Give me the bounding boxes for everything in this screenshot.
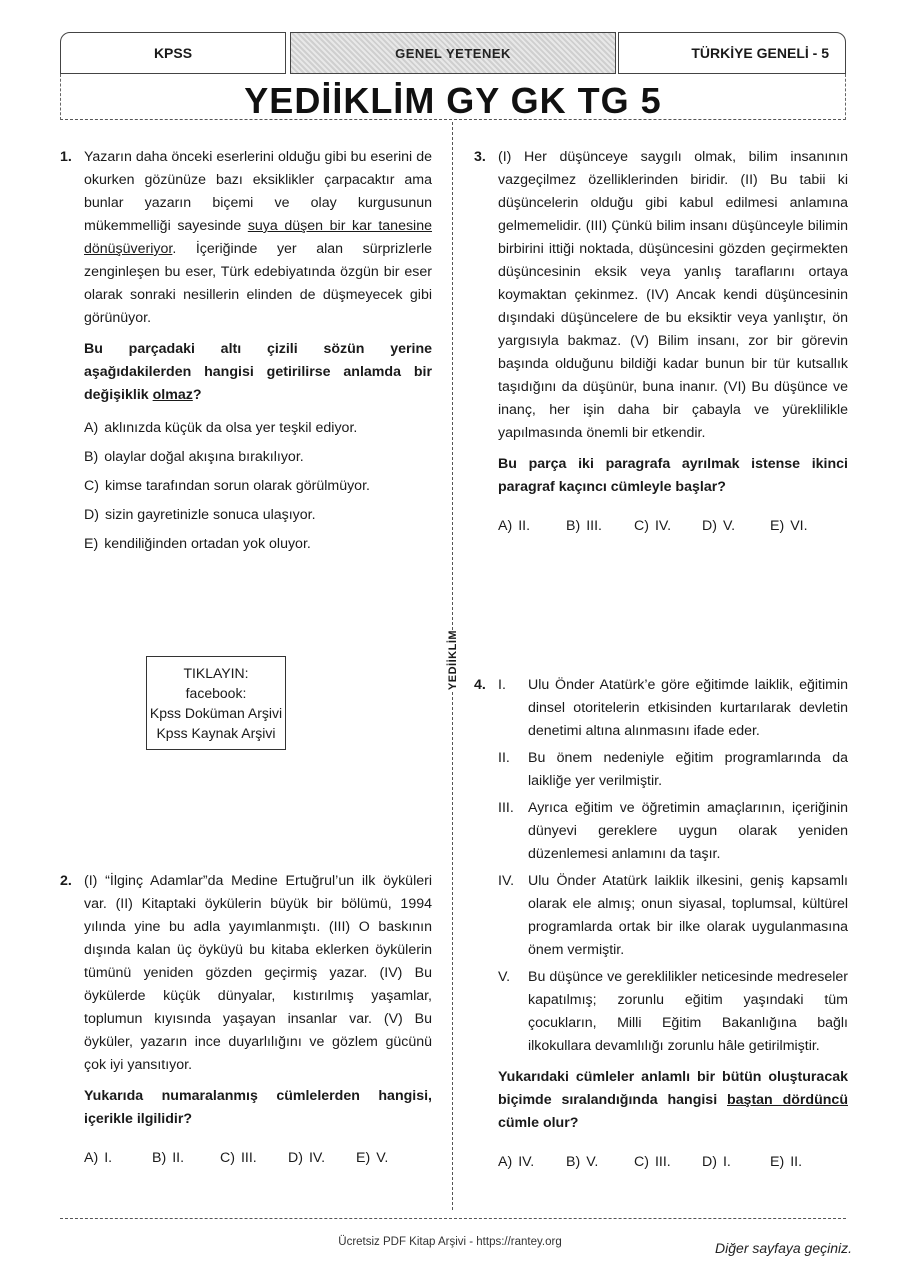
option-e[interactable]: E) VI. <box>770 518 808 534</box>
question-stem: Yazarın daha önceki eserlerini olduğu gibi bu eserini de okurken gözünüze bazı eksiklikler çarpacaktır ama bunlar yazarın biçemi ve olay kurgusunun mükemmelliği sayesinde suya düşen bir kar tanesine dönüşüveriyor. İçeriğinde yer alan sürprizlerle zenginleşen bu eser, Türk edebiyatında özgün bir eser olarak sonraki nesillerin elinden de düşmeyecek gibi görünüyor. <box>84 149 432 326</box>
question-prompt: Yukarıda numaralanmış cümlelerden hangisi, içerikle ilgilidir? <box>84 1088 432 1127</box>
numbered-sentence: II. Bu önem nedeniyle eğitim programlarında da laikliğe yer verilmiştir. <box>498 750 848 789</box>
option-b[interactable]: B) olaylar doğal akışına bırakılıyor. <box>84 449 304 465</box>
option-c[interactable]: C) IV. <box>634 518 672 534</box>
header-edition-label: TÜRKİYE GENELİ - 5 <box>618 32 846 74</box>
question-number: 3. <box>474 149 486 165</box>
numbered-sentence: I. Ulu Önder Atatürk’e göre eğitimde laiklik, eğitimin dinsel otoritelerin etkisinden kurtarılarak devletin denetimi altına alınmasını ifade eder. <box>498 677 848 739</box>
promo-line: Kpss Doküman Arşivi <box>149 705 283 721</box>
option-b[interactable]: B) V. <box>566 1154 599 1170</box>
question-stem: (I) Her düşünceye saygılı olmak, bilim insanının vazgeçilmez özelliklerinden biridir. (II) Bu tabii ki düşüncelerin olduğu gibi kabul edilmesi anlamına gelmemelidir. (III) Çünkü bilim insanı düşünceyle bilimin birbirini ittiği noktada, düşüncesini gözden geçirmekten düşüncesinin eksik veya yanlış taraflarını ortaya koymaktan çekinmez. (IV) Ancak kendi düşüncesinin dışındaki düşüncelere de bu eksiktir veya yanlıştır, ön yargısıyla bakmaz. (V) Bilim insanı, zor bir görevin başında olduğunu bildiği kadar bunun bir tür kutsallık taşıdığını da düşünür, buna inanır. (VI) Bu düşünce ve inanç, her işin daha bir çabayla ve yüreklilikle yapılmasında önemli bir etkendir. <box>498 149 848 441</box>
question-number: 4. <box>474 677 486 693</box>
promo-box <box>146 656 286 750</box>
footer-divider <box>60 1218 846 1219</box>
option-c[interactable]: C) III. <box>634 1154 671 1170</box>
header-section-label: GENEL YETENEK <box>290 32 616 74</box>
footer-source-note: Ücretsiz PDF Kitap Arşivi - https://rantey.org <box>338 1236 562 1248</box>
header-exam-label: KPSS <box>60 32 286 74</box>
option-d[interactable]: D) IV. <box>288 1150 326 1166</box>
option-d[interactable]: D) sizin gayretinizle sonuca ulaşıyor. <box>84 507 316 523</box>
option-d[interactable]: D) I. <box>702 1154 731 1170</box>
option-a[interactable]: A) IV. <box>498 1154 535 1170</box>
option-e[interactable]: E) II. <box>770 1154 803 1170</box>
question-4 <box>474 674 848 1174</box>
option-d[interactable]: D) V. <box>702 518 736 534</box>
option-c[interactable]: C) III. <box>220 1150 257 1166</box>
option-b[interactable]: B) II. <box>152 1150 185 1166</box>
question-prompt: Bu parçadaki altı çizili sözün yerine aşağıdakilerden hangisi getirilirse anlamda bir değişiklik olmaz? <box>84 341 432 403</box>
answer-options <box>84 417 432 556</box>
answer-options <box>84 1147 432 1170</box>
option-c[interactable]: C) kimse tarafından sorun olarak görülmüyor. <box>84 478 370 494</box>
question-prompt: Yukarıdaki cümleler anlamlı bir bütün oluşturacak biçimde sıralandığında hangisi baştan dördüncü cümle olur? <box>498 1069 848 1131</box>
underlined-phrase: suya düşen bir kar tanesine dönüşüveriyor <box>84 218 432 257</box>
option-e[interactable]: E) kendiliğinden ortadan yok oluyor. <box>84 536 311 552</box>
numbered-sentence: III. Ayrıca eğitim ve öğretimin amaçlarının, içeriğinin dünyevi gereklere uygun olarak yeniden düzenlemesi anlamını da taşır. <box>498 800 848 862</box>
option-a[interactable]: A) II. <box>498 518 531 534</box>
answer-options <box>498 1151 848 1174</box>
question-number: 1. <box>60 149 72 165</box>
side-brand-label: YEDİİKLİM <box>443 630 463 690</box>
promo-line: Kpss Kaynak Arşivi <box>156 725 276 741</box>
question-1 <box>60 146 432 562</box>
question-2 <box>60 870 432 1170</box>
option-a[interactable]: A) I. <box>84 1150 113 1166</box>
numbered-sentence: V. Bu düşünce ve gereklilikler neticesinde medreseler kapatılmış; zorunlu eğitim yaşındaki tüm çocukların, Milli Eğitim Bakanlığına bağlı ilkokullara devamlılığı zorunlu hâle getirilmiştir. <box>498 969 848 1054</box>
promo-line: facebook: <box>185 685 247 701</box>
footer-next-page-note: Diğer sayfaya geçiniz. <box>715 1240 852 1256</box>
question-stem: (I) “İlginç Adamlar”da Medine Ertuğrul’un ilk öyküleri var. (II) Kitaptaki öykülerin büyük bir bölümü, 1994 yılında yine bu adla yayımlanmıştı. (III) O baskının dışında kalan üç öyküyü bu kitaba eklerken öykülerin tümünü yeniden gözden geçirmiş yazar. (IV) Bu öykülerde küçük dünyalar, kıstırılmış yaşamlar, toplumun kıyısında yaşayan insanlar var. (V) Bu öyküler, yazarın ince duyarlılığını ve gözlem gücünü çok iyi yansıtıyor. <box>84 873 432 1073</box>
numbered-sentence: IV. Ulu Önder Atatürk laiklik ilkesini, geniş kapsamlı olarak ele almış; onun siyasal, toplumsal, kültürel programlarda ortak bir ilke olarak uygulanmasına önem vermiştir. <box>498 873 848 958</box>
option-b[interactable]: B) III. <box>566 518 602 534</box>
question-number: 2. <box>60 873 72 889</box>
answer-options <box>498 515 848 538</box>
question-prompt: Bu parça iki paragrafa ayrılmak istense ikinci paragraf kaçıncı cümleyle başlar? <box>498 456 848 495</box>
page-title: YEDİİKLİM GY GK TG 5 <box>244 80 662 121</box>
option-a[interactable]: A) aklınızda küçük da olsa yer teşkil ediyor. <box>84 420 358 436</box>
promo-line: TIKLAYIN: <box>183 665 249 681</box>
option-e[interactable]: E) V. <box>356 1150 389 1166</box>
question-3 <box>474 146 848 538</box>
